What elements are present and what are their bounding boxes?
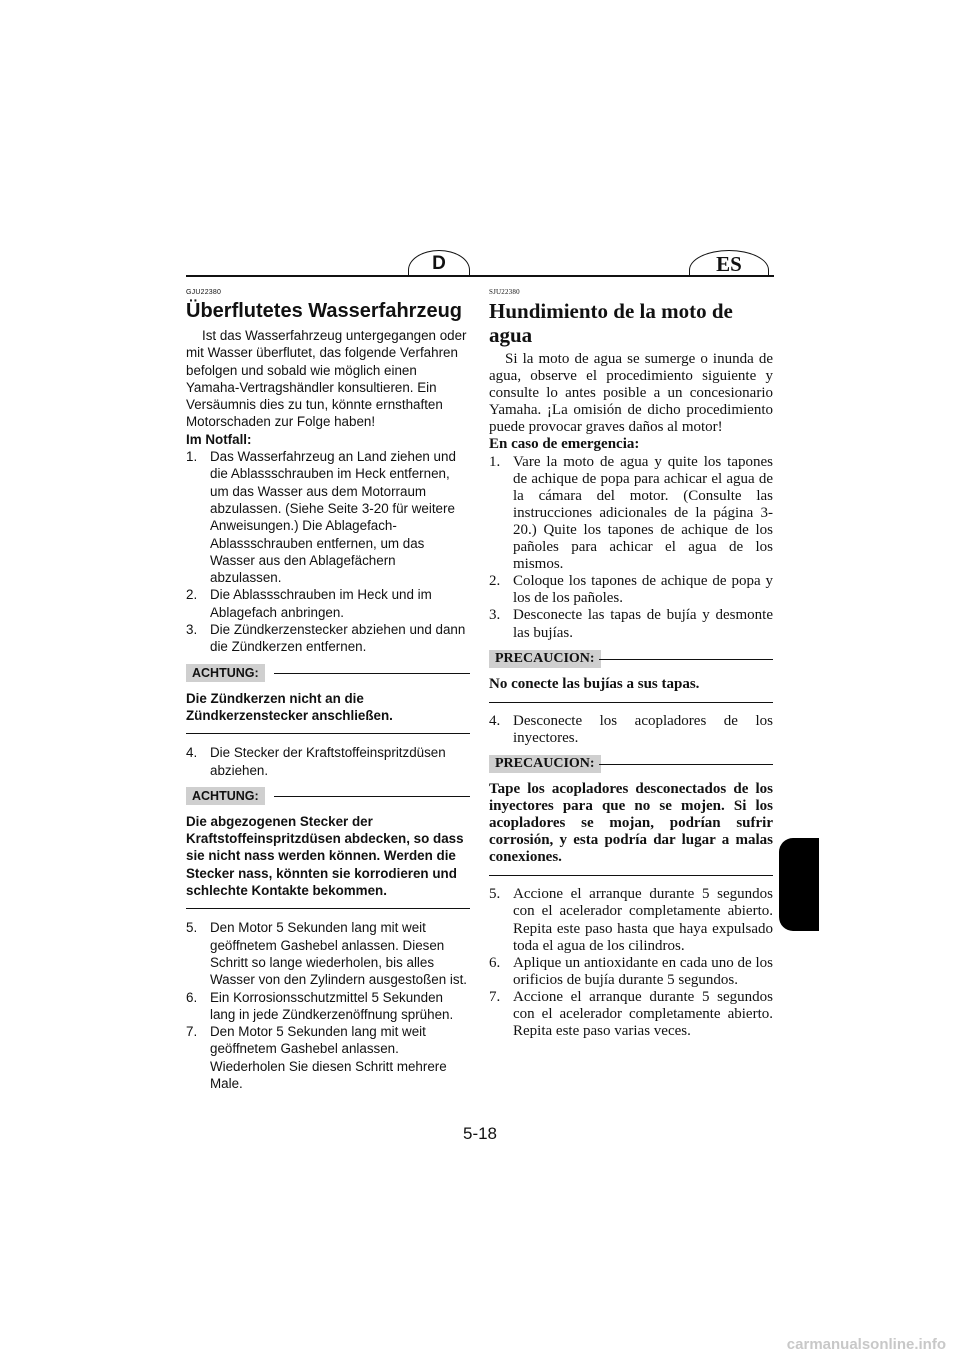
warning-text: No conecte las bujías a sus tapas. xyxy=(489,676,773,703)
steps-list-b xyxy=(186,744,470,779)
section-title: Hundimiento de la moto de agua xyxy=(489,299,733,347)
list-item: 4. Die Stecker der Kraftstoffeinspritzdüsen abziehen. xyxy=(186,745,446,778)
list-item: 3. Die Zündkerzenstecker abziehen und dann die Zündkerzen entfernen. xyxy=(186,622,466,655)
warning-text: Die abgezogenen Stecker der Kraftstoffeinspritzdüsen abdecken, so dass sie nicht nass werden können. Werden die Stecker nass, könnten sie korrodieren und schlechte Kontakte bekommen. xyxy=(186,813,470,909)
list-item: 5. Den Motor 5 Sekunden lang mit weit geöffnetem Gashebel anlassen. Diesen Schritt so lange wiederholen, bis alles Wasser von den Zylindern ausgestoßen ist. xyxy=(186,920,468,988)
warning-box xyxy=(186,787,470,909)
list-item: 1. Vare la moto de agua y quite los tapones de achique de popa para achicar el agua de la cámara del motor. (Consulte las instrucciones adicionales de la página 3-20.) Quite los tapones de achique de los pañoles para achicar el agua de los mismos. xyxy=(489,453,773,573)
spanish-column xyxy=(489,288,773,1040)
steps-list-c xyxy=(186,919,470,1092)
warning-label: PRECAUCION: xyxy=(489,650,601,668)
intro-paragraph: Ist das Wasserfahrzeug untergegangen oder mit Wasser überflutet, das folgende Verfahren befolgen und sobald wie möglich einen Yamaha-Vertragshändler konsultieren. Ein Versäumnis dies zu tun, könnte ernsthaften Motorschaden zur Folge haben! xyxy=(186,328,467,430)
steps-list-a xyxy=(489,454,773,642)
list-item: 2. Die Ablassschrauben im Heck und im Ablagefach anbringen. xyxy=(186,587,432,620)
warning-label: ACHTUNG: xyxy=(186,787,265,805)
list-item: 7. Accione el arranque durante 5 segundos con el acelerador completamente abierto. Repita este paso varias veces. xyxy=(489,988,773,1040)
warning-text: Tape los acopladores desconectados de los inyectores para que no se mojen. Si los acopladores se mojan, podrían sufrir corrosión, y esta podría dar lugar a malas conexiones. xyxy=(489,781,773,876)
section-title: Überflutetes Wasserfahrzeug xyxy=(186,300,462,322)
page-number: 5-18 xyxy=(462,1124,498,1143)
german-column xyxy=(186,288,470,1092)
warning-box xyxy=(489,650,773,703)
warning-box xyxy=(489,755,773,876)
list-item: 3. Desconecte las tapas de bujía y desmonte las bujías. xyxy=(489,607,773,641)
list-item: 6. Ein Korrosionsschutzmittel 5 Sekunden lang in jede Zündkerzenöffnung sprühen. xyxy=(186,989,454,1022)
warning-text: Die Zündkerzen nicht an die Zündkerzenstecker anschließen. xyxy=(186,690,470,735)
warning-label: ACHTUNG: xyxy=(186,664,265,682)
warning-box xyxy=(186,664,470,735)
list-item: 6. Aplique un antioxidante en cada uno de los orificios de bujía durante 5 segundos. xyxy=(489,954,773,988)
list-item: 7. Den Motor 5 Sekunden lang mit weit geöffnetem Gashebel anlassen. Wiederholen Sie diesen Schritt mehrere Male. xyxy=(186,1024,447,1091)
warning-label: PRECAUCION: xyxy=(489,755,601,773)
lang-tab-es: ES xyxy=(689,250,769,275)
steps-list-b xyxy=(489,713,773,747)
list-item: 1. Das Wasserfahrzeug an Land ziehen und die Ablassschrauben im Heck entfernen, um das Wasser aus dem Motorraum abzulassen. (Siehe Seite 3-20 für weitere Anweisungen.) Die Ablagefach-Ablassschrauben entfernen, um das Wasser aus den Ablagefächern abzulassen. xyxy=(186,449,456,586)
list-item: 2. Coloque los tapones de achique de popa y los de los pañoles. xyxy=(489,573,773,607)
section-code: SJU22380 xyxy=(489,288,520,296)
list-item: 4. Desconecte los acopladores de los inyectores. xyxy=(489,712,773,746)
emergency-heading: En caso de emergencia: xyxy=(489,436,640,453)
lang-tab-de: D xyxy=(408,250,470,275)
steps-list-c xyxy=(489,886,773,1040)
intro-paragraph: Si la moto de agua se sumerge o inunda de agua, observe el procedimiento siguiente y consulte lo antes posible a un concesionario Yamaha. ¡La omisión de dicho procedimiento puede provocar graves daños al motor! xyxy=(489,351,773,436)
list-item: 5. Accione el arranque durante 5 segundos con el acelerador completamente abierto. Repita este paso hasta que haya expulsado toda el agua de los cilindros. xyxy=(489,886,773,954)
language-header xyxy=(186,250,774,277)
watermark: carmanualsonline.info xyxy=(786,1336,946,1353)
section-code: GJU22380 xyxy=(186,289,222,296)
chapter-tab xyxy=(779,838,819,931)
header-rule xyxy=(186,275,774,277)
emergency-heading: Im Notfall: xyxy=(186,431,252,447)
steps-list-a xyxy=(186,448,470,656)
